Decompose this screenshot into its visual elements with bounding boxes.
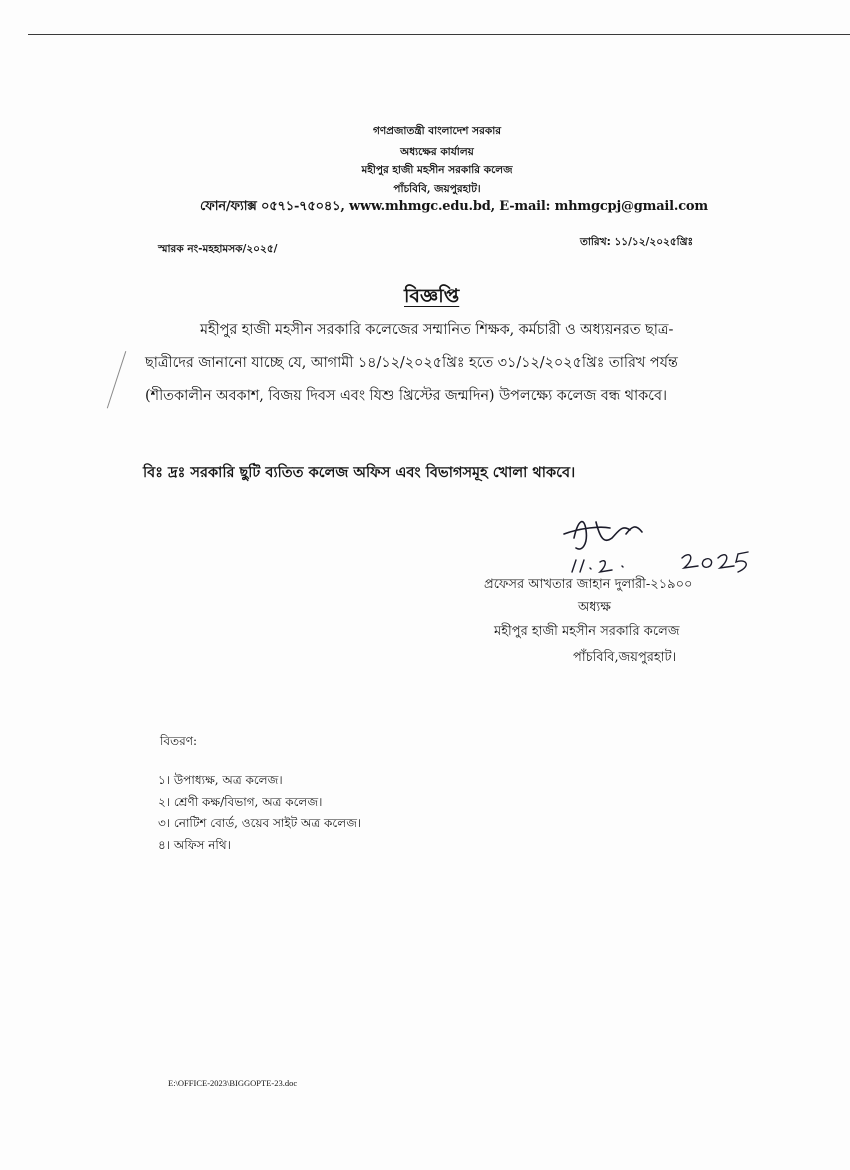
distribution-title: বিতরণ: [160,734,198,748]
college-location: পাঁচবিবি, জয়পুরহাট। [393,183,481,195]
notice-body-line-2: ছাত্রীদের জানানো যাচ্ছে যে, আগামী ১৪/১২/২০২৫খ্রিঃ হতে ৩১/১২/২০২৫খ্রিঃ তারিখ পর্যন্ত [145,355,678,371]
notice-date: তারিখ: ১১/১২/২০২৫খ্রিঃ [580,236,694,248]
file-path: E:\OFFICE-2023\BIGGOPTE-23.doc [168,1078,298,1088]
notice-body-line-1: মহীপুর হাজী মহসীন সরকারি কলেজের সম্মানিত শিক্ষক, কর্মচারী ও অধ্যয়নরত ছাত্র- [200,322,674,338]
notice-body-line-3: (শীতকালীন অবকাশ, বিজয় দিবস এবং যিশু খ্রিস্টের জন্মদিন) উপলক্ষ্যে কলেজ বন্ধ থাকবে। [145,388,668,404]
distribution-item: ৩। নোটিশ বোর্ড, ওয়েব সাইট অত্র কলেজ। [158,816,362,830]
distribution-item: ২। শ্রেণী কক্ষ/বিভাগ, অত্র কলেজ। [158,794,323,809]
distribution-item: ১। উপাধ্যক্ষ, অত্র কলেজ। [158,773,283,787]
memo-number: স্মারক নং-মহহামসক/২০২৫/ [158,243,278,255]
top-rule [28,34,850,35]
distribution-list [158,770,361,856]
margin-mark [107,351,128,409]
notice-title: বিজ্ঞপ্তি [404,285,460,307]
nb-note: বিঃ দ্রঃ সরকারি ছুটি ব্যতিত কলেজ অফিস এবং বিভাগসমূহ খোলা থাকবে। [143,464,576,481]
signatory-location: পাঁচবিবি,জয়পুরহাট। [573,650,677,665]
college-name: মহীপুর হাজী মহসীন সরকারি কলেজ [361,164,513,176]
signatory-name: প্রফেসর আখতার জাহান দুলারী-২১৯০০ [484,577,693,592]
signatory-college: মহীপুর হাজী মহসীন সরকারি কলেজ [494,624,680,639]
contact-line: ফোন/ফ্যাক্স ০৫৭১-৭৫০৪১, www.mhmgc.edu.bd, E-mail: mhmgcpj@gmail.com [200,199,708,214]
handwritten-signature [560,508,770,580]
distribution-item: ৪। অফিস নথি। [158,837,231,852]
office-name: অধ্যক্ষের কার্যালয় [400,146,474,158]
government-name: গণপ্রজাতন্ত্রী বাংলাদেশ সরকার [372,125,502,137]
signatory-designation: অধ্যক্ষ [578,600,611,615]
